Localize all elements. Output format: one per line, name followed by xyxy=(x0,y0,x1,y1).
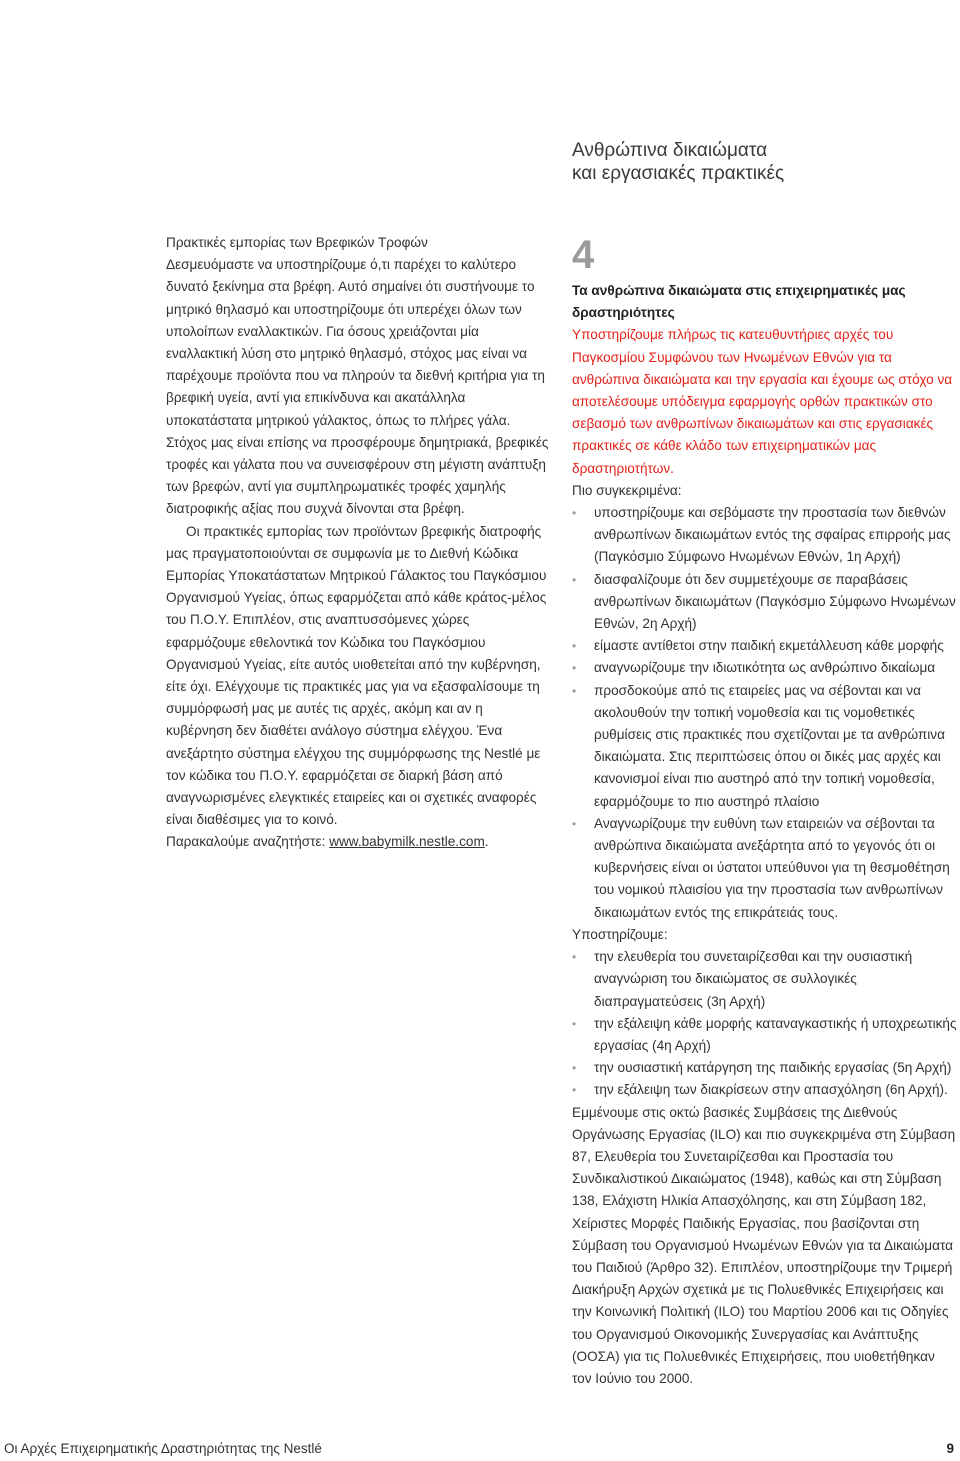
highlight-statement: Υποστηρίζουμε πλήρως τις κατευθυντήριες αρχές του Παγκοσμίου Συμφώνου των Ηνωμένων Εθνών για τα ανθρώπινα δικαιώματα και την εργασία και έχουμε ως στόχο να αποτελέσουμε υπόδειγμα εφαρμογής ορθών πρακτικών στο σεβασμό των ανθρωπίνων δικαιωμάτων και στις εργασιακές πρακτικές σε κάθε κλάδο των επιχειρηματικών μας δραστηριοτήτων. xyxy=(572,327,953,476)
chapter-number: 4 xyxy=(572,233,595,277)
left-heading: Πρακτικές εμπορίας των Βρεφικών Τροφών xyxy=(166,235,428,250)
bullet-icon: • xyxy=(572,1061,577,1076)
bullet-icon: • xyxy=(572,506,577,521)
section-title-line1: Ανθρώπινα δικαιώματα xyxy=(572,140,768,161)
footer-title: Οι Αρχές Επιχειρηματικής Δραστηριότητας της Nestlé xyxy=(4,1441,322,1456)
babymilk-link[interactable]: www.babymilk.nestle.com xyxy=(329,834,485,850)
list-item: • την εξάλειψη των διακρίσεων στην απασχόληση (6η Αρχή). xyxy=(572,1079,958,1101)
page-number: 9 xyxy=(946,1441,954,1456)
section-title xyxy=(572,139,952,185)
list-item: • την ελευθερία του συνεταιρίζεσθαι και την ουσιαστική αναγνώριση του δικαιώματος σε συλλογικές διαπραγματεύσεις (3η Αρχή) xyxy=(572,946,958,1013)
bullet-icon: • xyxy=(572,639,577,654)
bullet-icon: • xyxy=(572,816,577,831)
intro-specifically: Πιο συγκεκριμένα: xyxy=(572,482,682,498)
section-title-line2: και εργασιακές πρακτικές xyxy=(572,163,785,184)
bullet-icon: • xyxy=(572,1083,577,1098)
right-column xyxy=(572,232,958,1390)
bullet-icon: • xyxy=(572,572,577,587)
list-item: • είμαστε αντίθετοι στην παιδική εκμετάλλευση κάθε μορφής xyxy=(572,635,958,657)
left-paragraph-1: Δεσμευόμαστε να υποστηρίζουμε ό,τι παρέχει το καλύτερο δυνατό ξεκίνημα στα βρέφη. Αυτό σημαίνει ότι συστήνουμε το μητρικό θηλασμό και υποστηρίζουμε ότι υπερέχει όλων των υπολοίπων εναλλακτικών. Για όσους χρειάζονται μία εναλλακτική λύση στο μητρικό θηλασμό, στόχος μας είναι να παρέχουμε προϊόντα που να πληρούν τα διεθνή κριτήρια για τη βρεφική υγεία, αντί για επικίνδυνα και ακατάλληλα υποκατάστατα μητρικού γάλακτος, όπως το πλήρες γάλα. Στόχος μας είναι επίσης να προσφέρουμε δημητριακά, βρεφικές τροφές και γάλατα που να συνεισφέρουν στη μέγιστη ανάπτυξη των βρεφών, αντί για συμπληρωματικές τροφές χαμηλής διατροφικής αξίας που συχνά δίνονται στα βρέφη. xyxy=(166,257,549,517)
list-item: • αναγνωρίζουμε την ιδιωτικότητα ως ανθρώπινο δικαίωμα xyxy=(572,657,958,679)
visit-line xyxy=(166,831,552,853)
bullet-icon: • xyxy=(572,1016,577,1031)
bullet-icon: • xyxy=(572,950,577,965)
visit-suffix: . xyxy=(484,834,489,850)
intro-we-support: Υποστηρίζουμε: xyxy=(572,926,668,942)
closing-paragraph: Εμμένουμε στις οκτώ βασικές Συμβάσεις της Διεθνούς Οργάνωσης Εργασίας (ILO) και πιο συγκεκριμένα στη Σύμβαση 87, Ελευθερία του Συνεταιρίζεσθαι και Προστασία του Συνδικαλιστικού Δικαιώματος (1948), καθώς και στη Σύμβαση 138, Ελάχιστη Ηλικία Απασχόλησης, και στη Σύμβαση 182, Χείριστες Μορφές Παιδικής Εργασίας, που βασίζονται στη Σύμβαση του Οργανισμού Ηνωμένων Εθνών για τα Δικαιώματα του Παιδιού (Άρθρο 32). Επιπλέον, υποστηρίζουμε την Τριμερή Διακήρυξη Αρχών σχετικά με τις Πολυεθνικές Επιχειρήσεις και την Κοινωνική Πολιτική (ILO) του Μαρτίου 2006 και τις Οδηγίες του Οργανισμού Οικονομικής Συνεργασίας και Ανάπτυξης (ΟΟΣΑ) για τις Πολυεθνικές Επιχειρήσεις, που υιοθετήθηκαν τον Ιούνιο του 2000. xyxy=(572,1104,956,1386)
bullet-icon: • xyxy=(572,661,577,676)
visit-prefix: Παρακαλούμε αναζητήστε: xyxy=(166,834,330,850)
list-item: • προσδοκούμε από τις εταιρείες μας να σέβονται και να ακολουθούν την τοπική νομοθεσία και τις νομοθετικές ρυθμίσεις στις πρακτικές που σχετίζονται με τα ανθρώπινα δικαιώματα. Στις περιπτώσεις όπου οι δικές μας αρχές και κανονισμοί είναι πιο αυστηρό από την τοπική νομοθεσία, εφαρμόζουμε το πιο αυστηρό πλαίσιο xyxy=(572,680,958,813)
right-heading: Τα ανθρώπινα δικαιώματα στις επιχειρηματικές μας δραστηριότητες xyxy=(572,283,906,321)
list-item: • την εξάλειψη κάθε μορφής καταναγκαστικής ή υποχρεωτικής εργασίας (4η Αρχή) xyxy=(572,1013,958,1057)
list-item: • την ουσιαστική κατάργηση της παιδικής εργασίας (5η Αρχή) xyxy=(572,1057,958,1079)
support-list xyxy=(572,946,958,1101)
left-paragraph-2: Οι πρακτικές εμπορίας των προϊόντων βρεφικής διατροφής μας πραγματοποιούνται σε συμφωνία με το Διεθνή Κώδικα Εμπορίας Υποκατάστατων Μητρικού Γάλακτος του Παγκόσμιου Οργανισμού Υγείας, όπως εφαρμόζεται από κάθε κράτος-μέλος του Π.Ο.Υ. Επιπλέον, στις αναπτυσσόμενες χώρες εφαρμόζουμε εθελοντικά τον Κώδικα του Παγκόσμιου Οργανισμού Υγείας, είτε αυτός υιοθετείται από την κυβέρνηση, είτε όχι. Ελέγχουμε τις πρακτικές μας για να εξασφαλίσουμε τη συμμόρφωσή μας με αυτές τις αρχές, ακόμη και αν η κυβέρνηση δεν διαθέτει ανάλογο σύστημα ελέγχου. Ένα ανεξάρτητο σύστημα ελέγχου της συμμόρφωσης της Nestlé με τον κώδικα του Π.Ο.Υ. εφαρμόζεται σε διαρκή βάση από αναγνωρισμένες ελεγκτικές εταιρείες και οι σχετικές αναφορές είναι διαθέσιμες για το κοινό. xyxy=(166,523,547,828)
principles-list xyxy=(572,502,958,924)
list-item: • διασφαλίζουμε ότι δεν συμμετέχουμε σε παραβάσεις ανθρωπίνων δικαιωμάτων (Παγκόσμιο Σύμφωνο Ηνωμένων Εθνών, 2η Αρχή) xyxy=(572,569,958,636)
bullet-icon: • xyxy=(572,683,577,698)
list-item: • υποστηρίζουμε και σεβόμαστε την προστασία των διεθνών ανθρωπίνων δικαιωμάτων εντός της σφαίρας επιρροής μας (Παγκόσμιο Σύμφωνο Ηνωμένων Εθνών, 1η Αρχή) xyxy=(572,502,958,569)
list-item: • Αναγνωρίζουμε την ευθύνη των εταιρειών να σέβονται τα ανθρώπινα δικαιώματα ανεξάρτητα από το γεγονός ότι οι κυβερνήσεις είναι οι ύστατοι υπεύθυνοι για τη θεσμοθέτηση του νομικού πλαισίου για την προστασία των ανθρωπίνων δικαιωμάτων εντός της επικράτειάς τους. xyxy=(572,813,958,924)
left-column xyxy=(166,232,552,854)
